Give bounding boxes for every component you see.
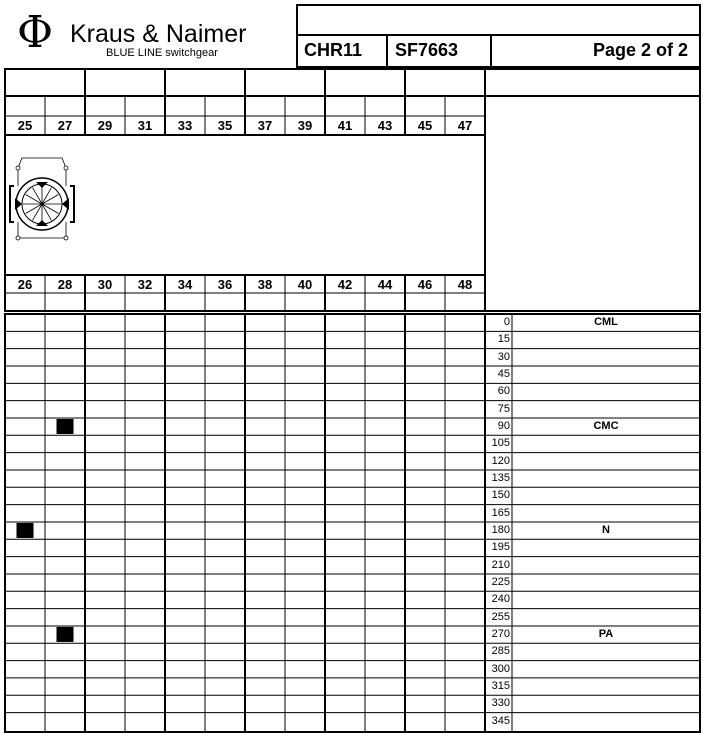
- position-angle: 165: [491, 506, 510, 519]
- position-angle: 210: [491, 558, 510, 571]
- drawing-code: SF7663: [395, 40, 459, 60]
- kraus-naimer-logo-icon: Φ: [17, 7, 54, 58]
- terminal-number: 47: [457, 118, 473, 133]
- terminal-number: 34: [177, 277, 193, 292]
- switch-dial-part: [62, 198, 69, 210]
- position-angle: 195: [491, 541, 510, 554]
- page-number: Page 2 of 2: [593, 40, 689, 60]
- position-label: PA: [598, 627, 614, 640]
- terminal-number: 38: [257, 277, 273, 292]
- switch-dial-part: [16, 166, 20, 170]
- position-angle: 240: [491, 593, 510, 606]
- terminal-number: 29: [97, 118, 113, 133]
- position-angle: 90: [497, 419, 510, 432]
- position-angle: 345: [491, 714, 510, 727]
- position-angle: 285: [491, 645, 510, 658]
- terminal-number: 43: [377, 118, 393, 133]
- terminal-number: 32: [137, 277, 153, 292]
- terminal-number: 35: [217, 118, 233, 133]
- position-angle: 330: [491, 697, 510, 710]
- position-angle: 30: [497, 350, 510, 363]
- terminal-number: 39: [297, 118, 313, 133]
- switch-dial-part: [70, 186, 74, 222]
- terminal-number: 45: [417, 118, 433, 133]
- position-label: N: [602, 523, 610, 536]
- switch-dial-part: [36, 220, 48, 226]
- position-angle: 45: [497, 367, 510, 380]
- position-label: CML: [594, 316, 618, 328]
- brand-name: Kraus & Naimer: [70, 20, 247, 48]
- terminal-number: 28: [57, 277, 73, 292]
- switch-dial-icon: [10, 158, 74, 240]
- position-angle: 180: [491, 523, 510, 536]
- switch-dial-part: [16, 236, 20, 240]
- position-angle: 120: [491, 454, 510, 467]
- position-angle: 105: [491, 437, 510, 450]
- position-angle: 0: [503, 316, 510, 328]
- terminal-number: 33: [177, 118, 193, 133]
- switch-dial-part: [18, 158, 66, 186]
- terminal-number: 25: [17, 118, 33, 133]
- position-angle: 315: [491, 679, 510, 692]
- switch-dial-part: [64, 166, 68, 170]
- terminal-number: 31: [137, 118, 153, 133]
- position-angle: 135: [491, 471, 510, 484]
- brand-tagline: BLUE LINE switchgear: [106, 47, 218, 59]
- position-label: CMC: [593, 419, 619, 432]
- terminal-number: 46: [417, 277, 433, 292]
- terminal-number: 27: [57, 118, 73, 133]
- position-angle: 255: [491, 610, 510, 623]
- terminal-number: 41: [337, 118, 353, 133]
- switch-dial-part: [10, 186, 14, 222]
- terminal-number: 30: [97, 277, 113, 292]
- terminal-number: 37: [257, 118, 273, 133]
- switch-dial-part: [36, 182, 48, 188]
- position-angle: 300: [491, 662, 510, 675]
- switch-dial-part: [15, 198, 22, 210]
- terminal-number: 44: [377, 277, 393, 292]
- product-code: CHR11: [304, 40, 363, 60]
- position-angle: 15: [497, 333, 510, 346]
- terminal-number: 48: [457, 277, 473, 292]
- position-angle: 150: [491, 489, 510, 502]
- position-angle: 270: [491, 627, 510, 640]
- position-angle: 60: [497, 385, 510, 398]
- terminal-number: 42: [337, 277, 353, 292]
- switch-dial-part: [64, 236, 68, 240]
- closed-contact-mark: [57, 627, 73, 641]
- terminal-number: 40: [297, 277, 313, 292]
- closed-contact-mark: [17, 523, 33, 537]
- position-angle: 225: [491, 575, 510, 588]
- position-angle: 75: [497, 402, 510, 415]
- terminal-number: 36: [217, 277, 233, 292]
- terminal-number: 26: [17, 277, 33, 292]
- closed-contact-mark: [57, 419, 73, 433]
